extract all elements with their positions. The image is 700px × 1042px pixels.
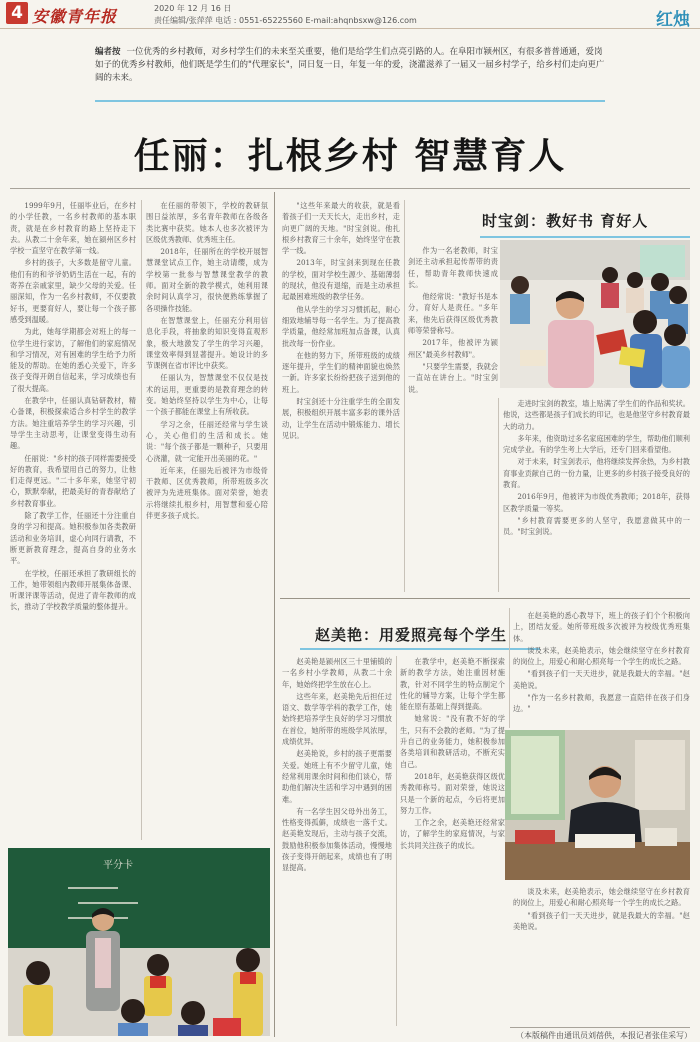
classroom-blackboard-photo [8,848,270,1036]
zhaomeiyan-col1 [282,656,392,1026]
paragraph: 多年来，他资助过多名家庭困难的学生，帮助他们顺利完成学业。有的学生考上大学后，还专门回来看望他。 [503,433,690,455]
paragraph: 任丽说："乡村的孩子同样需要接受好的教育，我希望用自己的努力，让他们走得更远。"二十多年来，她坚守初心，默默奉献，把最美好的青春献给了乡村教育事业。 [10,453,136,508]
zhaomeiyan-col2 [400,656,505,1026]
paragraph: "看到孩子们一天天进步，就是我最大的幸福。"赵美艳说。 [513,910,690,931]
shibaojian-col1 [282,200,400,592]
paragraph: 谈及未来，赵美艳表示，她会继续坚守在乡村教育的岗位上，用爱心和耐心照亮每一个学生的成长之路。 [513,887,690,908]
paragraph: 在智慧课堂上，任丽充分利用信息化手段，将抽象的知识变得直观形象，极大地激发了学生的学习兴趣，课堂效率得到显著提升。她设计的多节课例在省市评比中获奖。 [146,315,268,371]
paragraph: 在学校，任丽还承担了教研组长的工作，她带领组内教师开展集体备课、听课评课等活动，促进了青年教师的成长，推动了学校教学质量的整体提升。 [10,568,136,612]
shibaojian-col3 [503,398,690,592]
paragraph: 工作之余，赵美艳还经常家访，了解学生的家庭情况，与家长共同关注孩子的成长。 [400,818,505,850]
column-rule [498,398,499,592]
issue-date: 2020 年 12 月 16 日 [154,4,232,13]
paragraph: 有一名学生因父母外出务工，性格变得孤僻，成绩也一落千丈。赵美艳发现后，主动与孩子交流，鼓励他积极参加集体活动，慢慢地孩子变得开朗起来，成绩也有了明显提高。 [282,806,392,873]
footer-credit: （本版稿件由通讯员刘蓓供，本报记者张佳采写） [516,1031,692,1040]
paragraph: "作为一名乡村教师，我愿意一直陪伴在孩子们身边。" [513,693,690,714]
paragraph: 2013年，时宝剑来到现在任教的学校，面对学校生源少、基础薄弱的现状，他没有退缩，而是主动承担起最困难班级的教学任务。 [282,258,400,302]
footer-rule [510,1027,690,1028]
paragraph: 在教学中，赵美艳不断探索新的教学方法，她注重因材施教，针对不同学生的特点制定个性化的辅导方案，让每个学生都能在原有基础上得到提高。 [400,657,505,712]
paragraph: 谈及未来，赵美艳表示，她会继续坚守在乡村教育的岗位上，用爱心和耐心照亮每一个学生的成长之路。 [513,645,690,667]
blackboard-photo-illustration [8,848,270,1036]
desk-photo-illustration [505,730,690,880]
paragraph: "这些年来最大的收获，就是看着孩子们一天天长大，走出乡村，走向更广阔的天地。"时宝剑说。他扎根乡村教育三十余年，始终坚守在教学一线。 [282,201,400,256]
paragraph: 1999年9月，任丽毕业后，在乡村的小学任教，一名乡村教师的基本职责，就是在乡村教育的路上坚持走下去。从教二十余年来，她在颍州区乡村学校一直坚守在教学第一线。 [10,201,136,256]
column-rule [141,200,142,840]
shibaojian-col2 [408,245,498,395]
paragraph: 在他的努力下，所带班级的成绩逐年提升，学生们的精神面貌也焕然一新。许多家长纷纷把孩子送到他的班上。 [282,350,400,394]
column-rule [404,200,405,592]
page-number-badge: 4 [6,2,28,24]
paragraph: 学习之余，任丽还经常与学生谈心，关心他们的生活和成长。她说："每个孩子都是一颗种子，只要用心浇灌，就一定能开出美丽的花。" [146,419,268,463]
paragraph: 她常说："没有教不好的学生，只有不会教的老师。"为了提升自己的业务能力，她积极参加各类培训和教研活动，不断充实自己。 [400,714,505,769]
page-headline: 任丽：扎根乡村 智慧育人 [133,136,567,177]
paragraph: 作为一名老教师，时宝剑还主动承担起传帮带的责任，帮助青年教师快速成长。 [408,246,498,289]
paragraph: 走进时宝剑的教室，墙上贴满了学生们的作品和奖状。他说，这些都是孩子们成长的印记，也是他坚守乡村教育最大的动力。 [503,399,690,431]
renli-article-col2 [146,200,268,840]
paragraph: "只要学生需要，我就会一直站在讲台上。"时宝剑说。 [408,361,498,394]
shibaojian-photo [500,240,690,388]
editor-contact: 责任编辑/张萍萍 电话 : 0551-65225560 E-mail:ahqnbsxw@126.com [154,16,417,25]
column-rule [509,608,510,728]
paragraph: 2018年，赵美艳获得区级优秀教师称号。面对荣誉，她说这只是一个新的起点，今后将更加努力工作。 [400,771,505,815]
shibaojian-title: 时宝剑：教好书 育好人 [482,212,649,230]
paragraph: 对于未来，时宝剑表示，他将继续发挥余热，为乡村教育事业贡献自己的一份力量，让更多的乡村孩子接受良好的教育。 [503,457,690,490]
paragraph: 他经常说："教好书是本分，育好人是责任。"多年来，他先后获得区级优秀教师等荣誉称号。 [408,292,498,336]
editor-note-lead: 编者按 [95,47,121,57]
editor-note-text: 一位优秀的乡村教师，对乡村学生们的未来至关重要，他们是给学生们点亮引路的人。在阜阳市颍州区，有很多普普通通，爱岗如子的优秀乡村教师，他们既是学生们的"代理家长"，同日复一日，年复一年的爱，浇灌滋养了一届又一届乡村学子，给乡村们走向更广阔的未来。 [95,47,605,83]
paragraph: 这些年来，赵美艳先后担任过语文、数学等学科的教学工作，她始终把培养学生良好的学习习惯放在首位，她所带的班级学风浓厚，成绩优异。 [282,691,392,747]
newspaper-name: 安徽青年报 [32,7,118,26]
zhaomeiyan-col3 [513,610,690,728]
intro-divider [95,100,605,102]
paragraph: 赵美艳说，乡村的孩子更需要关爱。她班上有不少留守儿童，她经常利用课余时间和他们谈心，帮助他们解决生活和学习中遇到的困难。 [282,749,392,804]
paragraph: 2016年9月，他被评为市级优秀教师；2018年，获得区教学质量一等奖。 [503,492,690,513]
paragraph: 他从学生的学习习惯抓起，耐心细致地辅导每一名学生。为了提高教学质量，他经常加班加点备课，认真批改每一份作业。 [282,304,400,348]
subhead-underline [480,236,690,238]
paragraph: 在教学中，任丽认真钻研教材，精心备课，积极探索适合乡村学生的教学方法。她注重培养学生的学习兴趣，引导学生主动思考，让课堂变得生动有趣。 [10,396,136,451]
editor-note [95,46,605,85]
paragraph: 为此，她每学期都会对班上的每一位学生进行家访，了解他们的家庭情况和学习情况，对有困难的学生给予力所能及的帮助。在她的悉心关爱下，许多孩子变得开朗自信起来，学习成绩也有了很大提高。 [10,327,136,393]
article-divider [280,598,690,599]
paragraph: 在赵美艳的悉心教导下，班上的孩子们个个积极向上，团结友爱。她所带班级多次被评为校级优秀班集体。 [513,611,690,643]
paragraph: 乡村的孩子，大多数是留守儿童。他们有的和爷爷奶奶生活在一起，有的寄养在亲戚家里，缺少父母的关爱。任丽深知，作为一名乡村教师，不仅要教好书，更要育好人，要让每一个孩子都感受到温暖。 [10,258,136,324]
section-label: 红烛 [656,10,690,30]
column-rule [396,656,397,1026]
zhaomeiyan-col3-continued [513,886,690,1026]
paragraph: 赵美艳是颍州区三十里铺镇的一名乡村小学教师，从教二十余年，她始终把学生放在心上。 [282,657,392,689]
paragraph: "看到孩子们一天天进步，就是我最大的幸福。"赵美艳说。 [513,669,690,690]
paragraph: 2017年，他被评为颍州区"最美乡村教师"。 [408,338,498,359]
classroom-photo-illustration [500,240,690,388]
paragraph: 2018年，任丽所在的学校开展智慧课堂试点工作，她主动请缨，成为学校第一批参与智慧课堂教学的教师。面对全新的教学模式，她利用课余时间认真学习，很快便熟练掌握了各项操作技能。 [146,247,268,313]
renli-article-col1 [10,200,136,840]
headline-divider [10,188,690,189]
paragraph: "乡村教育需要更多的人坚守，我愿意做其中的一员。"时宝剑说。 [503,515,690,537]
blackboard-label: 平分卡 [103,860,133,871]
zhaomeiyan-photo [505,730,690,880]
subhead-underline [300,648,540,650]
paragraph: 时宝剑还十分注重学生的全面发展，积极组织开展丰富多彩的课外活动，让学生在活动中锻炼能力、增长见识。 [282,397,400,440]
zhaomeiyan-title: 赵美艳：用爱照亮每个学生 [315,626,508,644]
paragraph: 除了教学工作，任丽还十分注重自身的学习和提高。她积极参加各类教研活动和业务培训，虚心向同行请教，不断更新教育理念，提高自身的业务水平。 [10,511,136,566]
paragraph: 在任丽的带领下，学校的教研氛围日益浓厚，多名青年教师在各级各类比赛中获奖。她本人也多次被评为区级优秀教师、优秀班主任。 [146,201,268,244]
paragraph: 任丽认为，智慧课堂不仅仅是技术的运用，更重要的是教育理念的转变。她始终坚持以学生为中心，让每一个孩子都能在课堂上有所收获。 [146,373,268,417]
section-rule [274,192,275,1037]
paragraph: 近年来，任丽先后被评为市级骨干教师、区优秀教师，所带班级多次被评为先进班集体。面对荣誉，她表示将继续扎根乡村，用智慧和爱心陪伴更多孩子成长。 [146,465,268,521]
